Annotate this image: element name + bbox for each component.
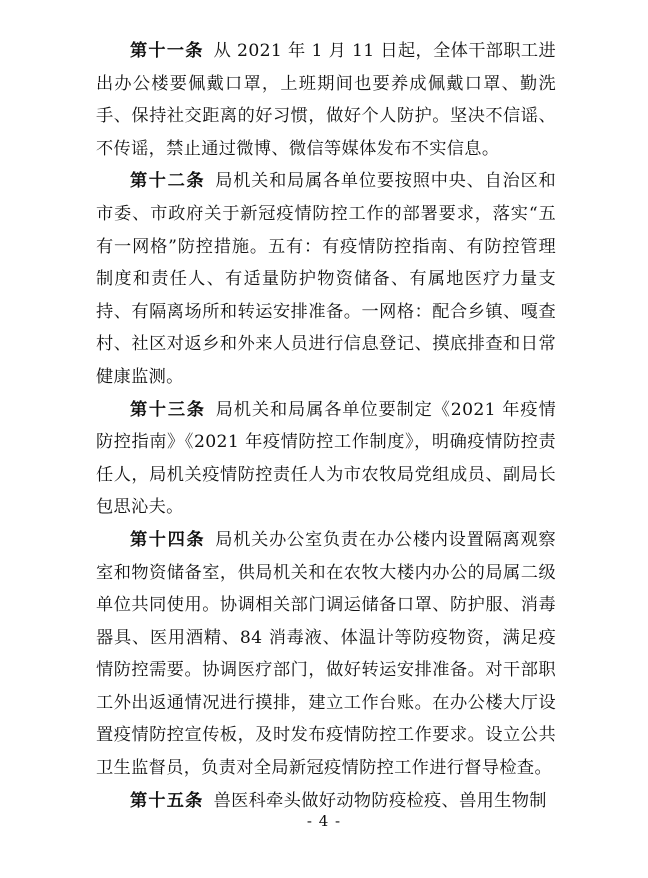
article-number: 第十一条 — [130, 41, 204, 61]
article-text: 兽医科牵头做好动物防疫检疫、兽用生物制 — [213, 790, 547, 811]
article-12 — [96, 165, 556, 393]
article-11 — [96, 35, 556, 165]
article-text: 局机关和局属各单位要按照中央、自治区和市委、市政府关于新冠疫情防控工作的部署要求，落实“五有一网格”防控措施。五有：有疫情防控指南、有防控管理制度和责任人、有适量防护物资储备、有属地医疗力量支持、有隔离场所和转运安排准备。一网格：配合乡镇、嘎查村、社区对返乡和外来人员进行信息登记、摸底排查和日常健康监测。 — [96, 171, 556, 387]
article-text: 从 2021 年 1 月 11 日起，全体干部职工进出办公楼要佩戴口罩，上班期间也要养成佩戴口罩、勤洗手、保持社交距离的好习惯，做好个人防护。坚决不信谣、不传谣，禁止通过微博、微信等媒体发布不实信息。 — [96, 41, 556, 159]
article-text: 局机关和局属各单位要制定《2021 年疫情防控指南》《2021 年疫情防控工作制度》，明确疫情防控责任人，局机关疫情防控责任人为市农牧局党组成员、副局长包思沁夫。 — [96, 399, 556, 518]
article-number: 第十五条 — [130, 790, 204, 811]
article-text: 局机关办公室负责在办公楼内设置隔离观察室和物资储备室，供局机关和在农牧大楼内办公的局属二级单位共同使用。协调相关部门调运储备口罩、防护服、消毒器具、医用酒精、84 消毒液、体温计等防疫物资，满足疫情防控需要。协调医疗部门，做好转运安排准备。对干部职工外出返通情况进行摸排，建立工作台账。在办公楼大厅设置疫情防控宣传板，及时发布疫情防控工作要求。设立公共卫生监督员，负责对全局新冠疫情防控工作进行督导检查。 — [96, 529, 556, 779]
page-number: - 4 - — [306, 812, 342, 830]
article-number: 第十四条 — [130, 529, 206, 550]
article-number: 第十三条 — [130, 399, 206, 420]
article-13 — [96, 394, 556, 524]
article-number: 第十二条 — [130, 171, 206, 192]
document-body — [96, 35, 556, 817]
article-14 — [96, 524, 556, 785]
